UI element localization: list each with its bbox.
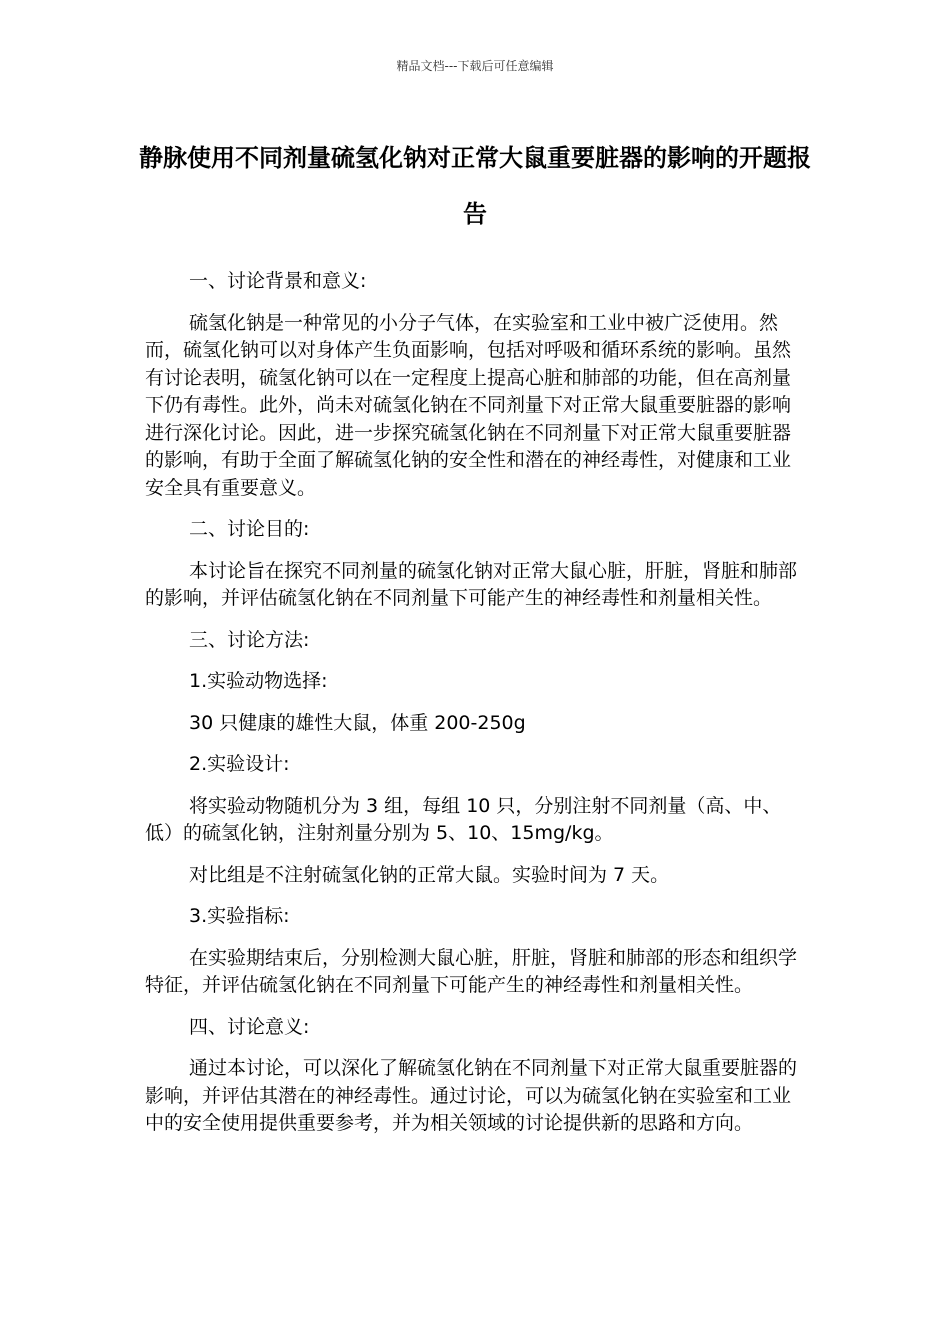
page-header-note: 精品文档---下载后可任意编辑 xyxy=(396,59,554,73)
subheading-indicators: 3.实验指标: xyxy=(189,905,290,927)
paragraph-animal-selection: 30 只健康的雄性大鼠，体重 200-250g xyxy=(189,711,526,734)
section-heading-significance: 四、讨论意义: xyxy=(189,1015,310,1038)
paragraph-control-group: 对比组是不注射硫氢化钠的正常大鼠。实验时间为 7 天。 xyxy=(189,863,670,886)
paragraph-significance: 通过本讨论，可以深化了解硫氢化钠在不同剂量下对正常大鼠重要脏器的影响，并评估其潜在的神经毒性。通过讨论，可以为硫氢化钠在实验室和工业中的安全使用提供重要参考，并为相关领域的讨论提供新的思路和方向。 xyxy=(145,1057,798,1134)
document-title: 静脉使用不同剂量硫氢化钠对正常大鼠重要脏器的影响的开题报告 xyxy=(139,144,811,228)
section-heading-purpose: 二、讨论目的: xyxy=(189,518,310,540)
section-heading-methods: 三、讨论方法: xyxy=(189,628,310,651)
subheading-experiment-design: 2.实验设计: xyxy=(189,753,290,775)
paragraph-purpose: 本讨论旨在探究不同剂量的硫氢化钠对正常大鼠心脏，肝脏，肾脏和肺部的影响，并评估硫氢化钠在不同剂量下可能产生的神经毒性和剂量相关性。 xyxy=(145,559,798,609)
paragraph-indicators: 在实验期结束后，分别检测大鼠心脏，肝脏，肾脏和肺部的形态和组织学特征，并评估硫氢化钠在不同剂量下可能产生的神经毒性和剂量相关性。 xyxy=(145,946,798,996)
paragraph-experiment-design: 将实验动物随机分为 3 组，每组 10 只，分别注射不同剂量（高、中、低）的硫氢化钠，注射剂量分别为 5、10、15mg/kg。 xyxy=(145,794,782,844)
paragraph-background: 硫氢化钠是一种常见的小分子气体，在实验室和工业中被广泛使用。然而，硫氢化钠可以对身体产生负面影响，包括对呼吸和循环系统的影响。虽然有讨论表明，硫氢化钠可以在一定程度上提高心脏和肺部的功能，但在高剂量下仍有毒性。此外，尚未对硫氢化钠在不同剂量下对正常大鼠重要脏器的影响进行深化讨论。因此，进一步探究硫氢化钠在不同剂量下对正常大鼠重要脏器的影响，有助于全面了解硫氢化钠的安全性和潜在的神经毒性，对健康和工业安全具有重要意义。 xyxy=(145,311,792,499)
section-heading-background: 一、讨论背景和意义: xyxy=(189,270,367,292)
document-body xyxy=(145,268,805,1152)
subheading-animal-selection: 1.实验动物选择: xyxy=(189,670,328,692)
